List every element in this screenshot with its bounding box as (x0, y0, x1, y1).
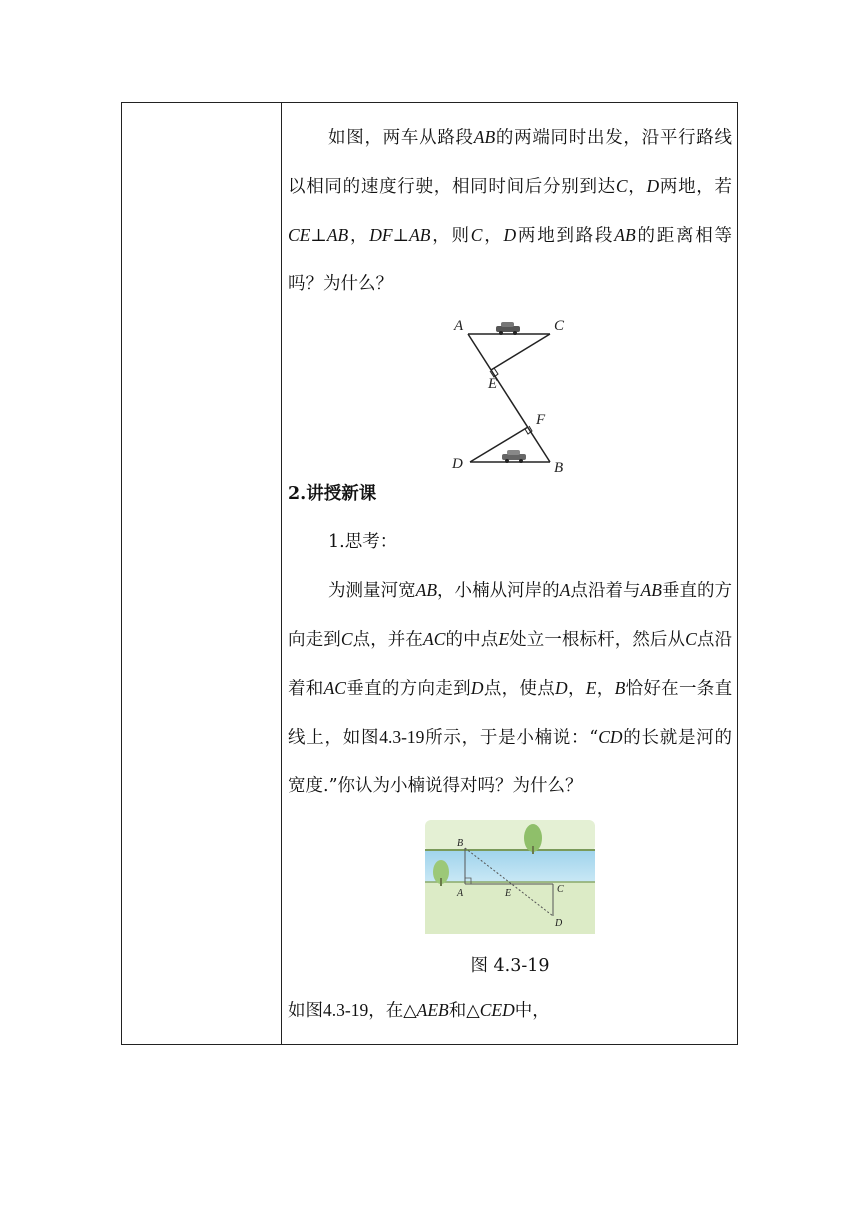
river-figure (425, 820, 595, 940)
think-label: 1.思考： (328, 532, 398, 552)
label-c: C (554, 318, 565, 334)
label-d: D (452, 456, 463, 472)
intro-problem: 如图，两车从路段AB的两端同时出发，沿平行路线以相同的速度行驶，相同时间后分别到达C，D两地，若CE⊥AB，DF⊥AB，则C，D两地到路段AB的距离相等吗？为什么？ (288, 127, 733, 294)
river-problem: 为测量河宽AB，小楠从河岸的A点沿着与AB垂直的方向走到C点，并在AC的中点E处立一根标杆，然后从C点沿着和AC垂直的方向走到D点，使点D，E，B恰好在一条直线上，如图4.3-19所示，于是小楠说：“CD的长就是河的宽度.”你认为小楠说得对吗？为什么？ (288, 580, 733, 796)
closing-line: 如图4.3-19，在△AEB和△CED中， (288, 1000, 550, 1021)
label-e: E (488, 376, 498, 392)
car-icon (502, 450, 526, 463)
river-label-d: D (555, 918, 563, 929)
river-label-e: E (505, 888, 512, 899)
figure-caption: 图 4.3-19 (470, 956, 550, 976)
label-b: B (554, 460, 564, 472)
content-cell (288, 113, 732, 1035)
car-icon (496, 322, 520, 335)
label-a: A (454, 318, 464, 334)
lesson-table (121, 102, 738, 1045)
section-heading: 2.讲授新课 (288, 484, 377, 504)
river-label-a: A (457, 888, 464, 899)
two-cars-figure (430, 312, 590, 472)
river-label-b: B (457, 838, 464, 849)
river-label-c: C (557, 884, 564, 895)
column-divider (281, 103, 282, 1044)
label-f: F (536, 412, 546, 428)
